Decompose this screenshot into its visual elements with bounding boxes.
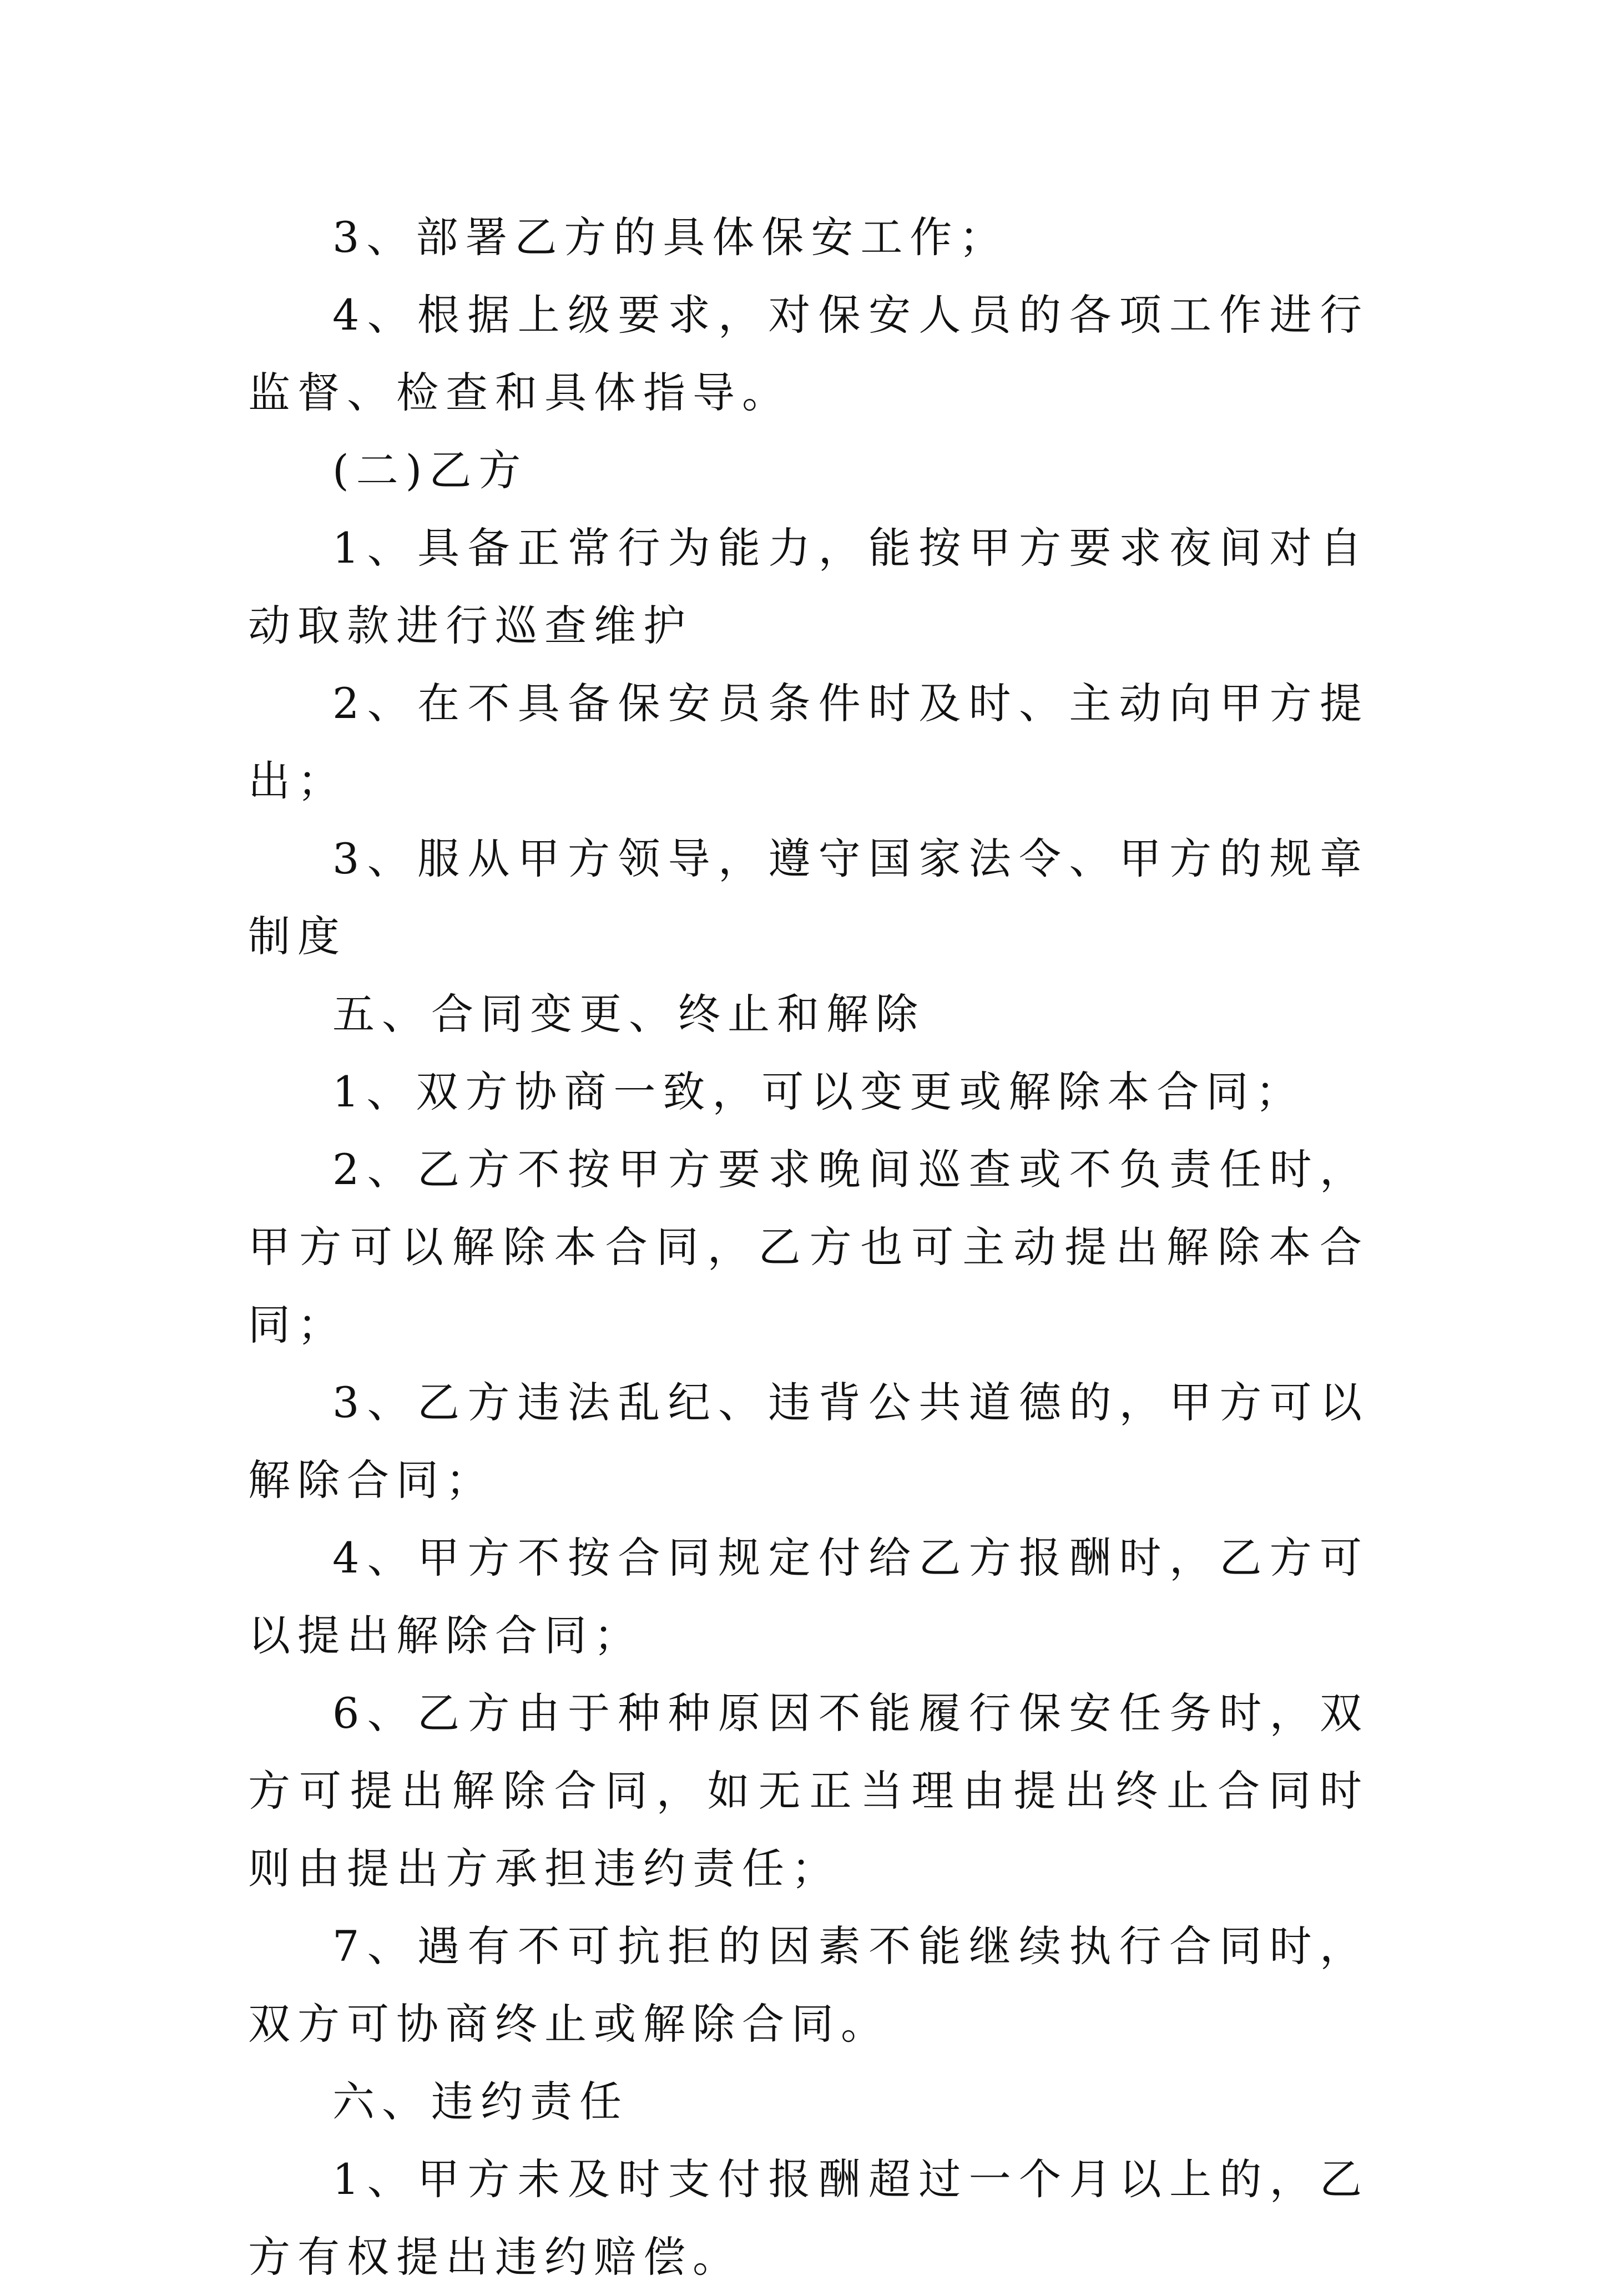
paragraph-change-3: 3、乙方违法乱纪、违背公共道德的，甲方可以解除合同； <box>248 1378 1369 1505</box>
paragraph-change-4: 4、甲方不按合同规定付给乙方报酬时，乙方可以提出解除合同； <box>248 1533 1369 1660</box>
section-heading-liability: 六、违约责任 <box>332 2077 629 2126</box>
paragraph-liability-1: 1、甲方未及时支付报酬超过一个月以上的，乙方有权提出违约赔偿。 <box>248 2155 1369 2282</box>
paragraph-party-b-2: 2、在不具备保安员条件时及时、主动向甲方提出； <box>248 679 1369 806</box>
paragraph-change-6: 6、乙方由于种种原因不能履行保安任务时，双方可提出解除合同，如无正当理由提出终止合同时则由提出方承担违约责任； <box>248 1688 1369 1893</box>
document-body <box>248 199 1369 2296</box>
paragraph-item-3: 3、部署乙方的具体保安工作； <box>332 213 1009 262</box>
paragraph-item-4: 4、根据上级要求，对保安人员的各项工作进行监督、检查和具体指导。 <box>248 290 1369 417</box>
section-heading-contract-change: 五、合同变更、终止和解除 <box>332 989 925 1039</box>
paragraph-change-1: 1、双方协商一致，可以变更或解除本合同； <box>332 1067 1305 1116</box>
section-heading-party-b: (二)乙方 <box>332 446 528 495</box>
paragraph-party-b-1: 1、具备正常行为能力，能按甲方要求夜间对自动取款进行巡查维护 <box>248 523 1369 650</box>
paragraph-change-7: 7、遇有不可抗拒的因素不能继续执行合同时，双方可协商终止或解除合同。 <box>248 1921 1369 2049</box>
paragraph-change-2: 2、乙方不按甲方要求晚间巡查或不负责任时，甲方可以解除本合同，乙方也可主动提出解除本合同； <box>248 1145 1369 1349</box>
paragraph-party-b-3: 3、服从甲方领导，遵守国家法令、甲方的规章制度 <box>248 834 1369 961</box>
